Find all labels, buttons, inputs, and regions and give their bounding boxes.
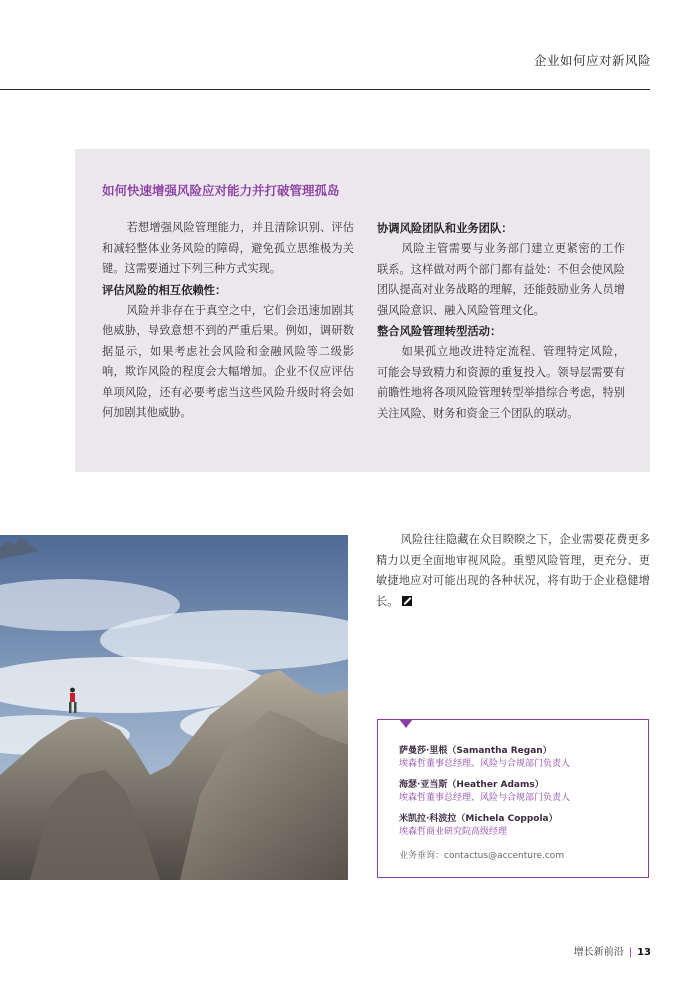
footer-separator: | [628, 947, 633, 958]
footer-label: 增长新前沿 [573, 947, 624, 958]
contact-role: 埃森哲董事总经理、风险与合规部门负责人 [399, 793, 571, 803]
contact-role: 埃森哲商业研究院高级经理 [399, 827, 508, 837]
header-divider [0, 89, 650, 90]
sidebar-callout [75, 149, 650, 472]
contact-inquiry[interactable]: 业务垂询：contactus@accenture.com [399, 851, 565, 861]
section-heading-integration: 整合风险管理转型活动： [377, 325, 502, 338]
contact-person [399, 813, 558, 839]
section-heading-coordination: 协调风险团队和业务团队： [377, 222, 513, 235]
page-number: 13 [637, 947, 651, 958]
contact-person [399, 745, 570, 771]
section-body-interdependency: 风险并非存在于真空之中，它们会迅速加剧其他威胁，导致意想不到的严重后果。例如，调研数据显示，如果考虑社会风险和金融风险等二级影响，欺诈风险的程度会大幅增加。企业不仅应评估单项风险，还有必要考虑当这些风险升级时将会如何加剧其他威胁。 [102, 303, 354, 419]
section-body-coordination: 风险主管需要与业务部门建立更紧密的工作联系。这样做对两个部门都有益处：不但会使风险团队提高对业务战略的理解，还能鼓励业务人员增强风险意识、融入风险管理文化。 [377, 242, 625, 317]
callout-intro: 若想增强风险管理能力，并且清除识别、评估和减轻整体业务风险的障碍，避免孤立思维极为关键。这需要通过下列三种方式实现。 [102, 221, 354, 275]
down-triangle-icon [399, 719, 413, 728]
contact-name: 萨曼莎·里根（Samantha Regan） [399, 746, 552, 756]
end-mark-icon [402, 596, 412, 606]
closing-text: 风险往往隐藏在众目睽睽之下，企业需要花费更多精力以更全面地审视风险。重塑风险管理，更充分、更敏捷地应对可能出现的各种状况，将有助于企业稳健增长。 [376, 533, 650, 608]
contact-person [399, 779, 570, 805]
mountain-climber-photo [0, 535, 348, 880]
running-header: 企业如何应对新风险 [533, 53, 651, 68]
contact-name: 米凯拉·科波拉（Michela Coppola） [399, 814, 558, 824]
callout-title: 如何快速增强风险应对能力并打破管理孤岛 [102, 183, 340, 198]
section-heading-interdependency: 评估风险的相互依赖性： [102, 283, 227, 297]
contact-name: 海瑟·亚当斯（Heather Adams） [399, 780, 544, 790]
closing-paragraph [376, 530, 650, 612]
callout-left-column [102, 218, 354, 424]
contact-role: 埃森哲董事总经理、风险与合规部门负责人 [399, 759, 571, 769]
callout-right-column [377, 218, 625, 424]
page-footer [574, 943, 651, 958]
section-body-integration: 如果孤立地改进特定流程、管理特定风险，可能会导致精力和资源的重复投入。领导层需要有前瞻性地将各项风险管理转型举措综合考虑，特别关注风险、财务和资金三个团队的联动。 [377, 345, 625, 420]
contact-box [377, 719, 649, 878]
